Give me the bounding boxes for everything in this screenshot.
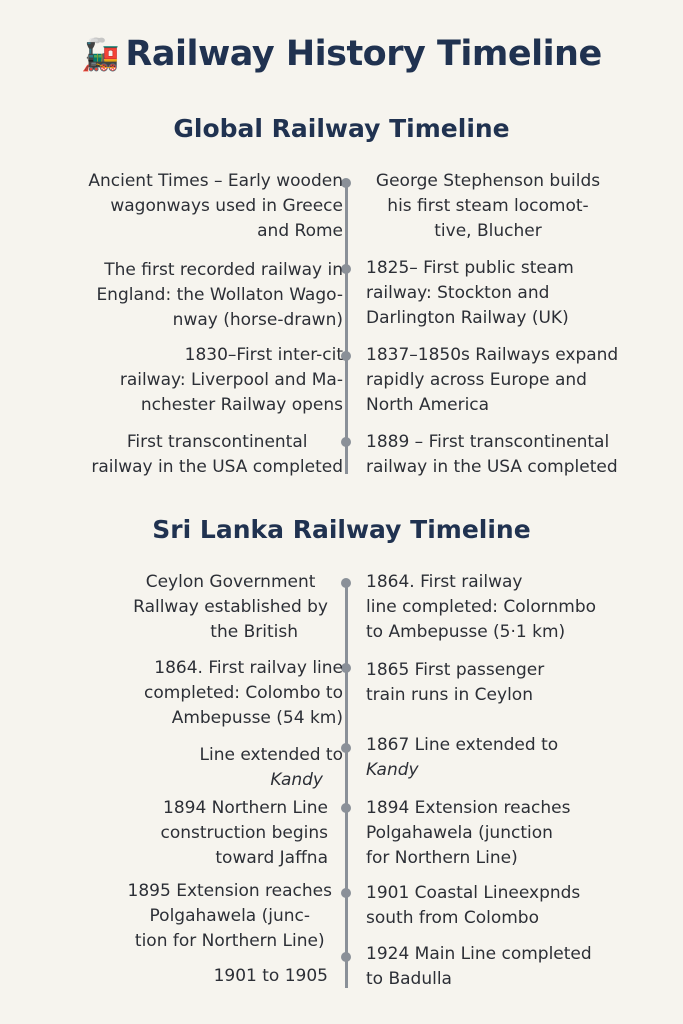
sri-lanka-left-event: 1895 Extension reaches Polgahawela (junc- tion for Northern Line)	[127, 881, 332, 951]
sri-lanka-left-event: 1901 to 1905	[213, 966, 328, 986]
global-timeline-axis	[345, 180, 348, 474]
sri-lanka-timeline-axis	[345, 580, 348, 988]
sri-lanka-left-event: Line extended to Kandy	[199, 745, 343, 790]
global-timeline-heading: Global Railway Timeline	[173, 114, 510, 143]
global-left-event: The first recorded railway in England: the Wollaton Wago- nway (horse-drawn)	[96, 260, 343, 330]
sri-lanka-dot-6	[341, 952, 351, 962]
sri-lanka-left-event: 1864. First railvay line completed: Colombo to Ambepusse (54 km)	[144, 658, 343, 728]
sri-lanka-timeline-heading: Sri Lanka Railway Timeline	[152, 515, 531, 544]
sri-lanka-right-event: 1901 Coastal Lineexpnds south from Colombo	[366, 883, 581, 928]
sri-lanka-right-event: 1867 Line extended to Kandy	[366, 735, 559, 780]
sri-lanka-right-event: 1924 Main Line completed to Badulla	[366, 944, 592, 989]
global-left-event: 1830–First inter-cit railway: Liverpool and Ma- nchester Railway opens	[119, 345, 343, 415]
sri-lanka-dot-4	[341, 803, 351, 813]
global-right-event: 1889 – First transcontinental railway in the USA completed	[366, 432, 618, 477]
sri-lanka-left-event: 1894 Northern Line construction begins toward Jaffna	[160, 798, 328, 868]
global-right-event: 1825– First public steam railway: Stockton and Darlington Railway (UK)	[366, 258, 574, 328]
global-left-event: Ancient Times – Early wooden wagonways used in Greece and Rome	[88, 171, 343, 241]
sri-lanka-right-event: 1864. First railway line completed: Colornmbo to Ambepusse (5·1 km)	[366, 572, 597, 642]
global-left-event: First transcontinental railway in the USA completed	[91, 432, 343, 477]
sri-lanka-left-event: Ceylon Government Rallway established by the British	[133, 572, 328, 642]
sri-lanka-dot-1	[341, 578, 351, 588]
page-title-text: Railway History Timeline	[125, 34, 602, 74]
sri-lanka-right-event: 1894 Extension reaches Polgahawela (junction for Northern Line)	[366, 798, 571, 868]
global-right-event: 1837–1850s Railways expand rapidly across Europe and North America	[366, 345, 619, 415]
sri-lanka-right-event: 1865 First passenger train runs in Ceylon	[366, 660, 545, 705]
global-right-event: George Stephenson builds his first steam locomot- tive, Blucher	[375, 171, 601, 241]
page-title	[0, 34, 683, 74]
sri-lanka-dot-5	[341, 888, 351, 898]
train-icon: 🚂	[81, 37, 120, 73]
